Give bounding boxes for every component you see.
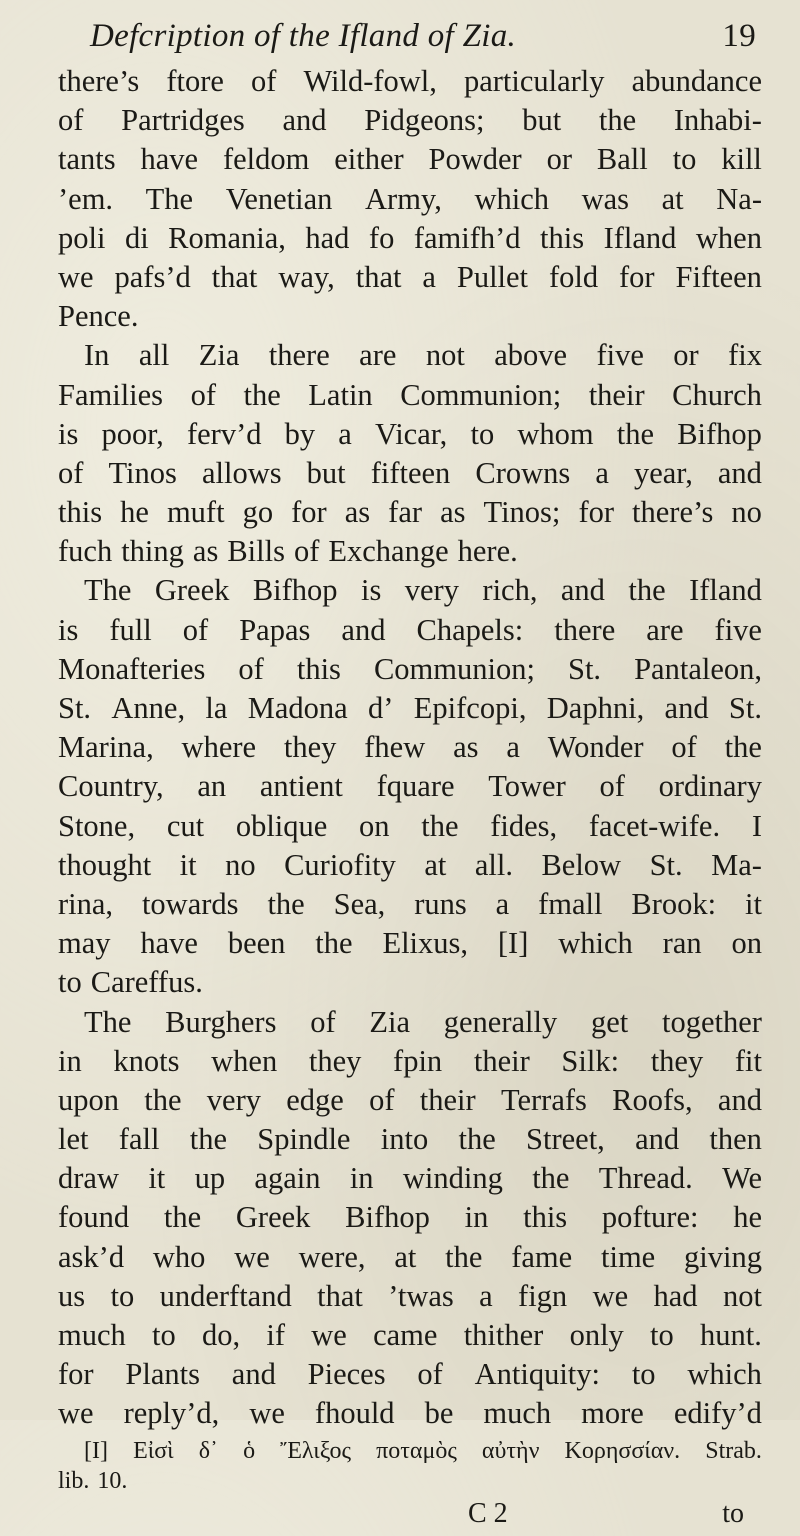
text-line: ask’d who we were, at the fame time giving <box>58 1239 762 1274</box>
text-line: this he muft go for as far as Tinos; for there’s no <box>58 495 762 530</box>
text-line: thought it no Curiofity at all. Below St. Ma- <box>58 847 762 882</box>
text-line: is full of Papas and Chapels: there are five <box>58 612 762 647</box>
text-line: we pafs’d that way, that a Pullet fold for Fifteen <box>58 259 762 294</box>
text-line: found the Greek Bifhop in this pofture: he <box>58 1200 762 1235</box>
footnote <box>58 1436 762 1496</box>
text-line: we reply’d, we fhould be much more edify’d <box>58 1396 762 1431</box>
text-line: In all Zia there are not above five or fix <box>84 338 762 373</box>
text-line: rina, towards the Sea, runs a fmall Brook: it <box>58 886 762 921</box>
signature-line <box>58 1496 762 1536</box>
text-line: to Careffus. <box>58 965 203 1000</box>
text-line: for Plants and Pieces of Antiquity: to which <box>58 1357 762 1392</box>
footnote-line: lib. 10. <box>58 1467 128 1494</box>
text-line: poli di Romania, had fo famifh’d this Ifland when <box>58 220 762 255</box>
text-line: Stone, cut oblique on the fides, facet-wife. I <box>58 808 762 843</box>
text-line: draw it up again in winding the Thread. We <box>58 1161 762 1196</box>
running-title: Defcription of the Ifland of Zia. <box>90 18 517 54</box>
text-line: in knots when they fpin their Silk: they fit <box>58 1043 762 1078</box>
body-text <box>58 62 762 1434</box>
text-line: Monafteries of this Communion; St. Pantaleon, <box>58 651 762 686</box>
footnote-line: [I] Εἰσὶ δ᾽ ὁ Ἔλιξος ποταμὸς αὐτὴν Κορησσίαν. Strab. <box>84 1437 762 1464</box>
catchword: to <box>722 1497 744 1529</box>
text-line: much to do, if we came thither only to hunt. <box>58 1318 762 1352</box>
text-line: Families of the Latin Communion; their Church <box>58 377 762 412</box>
text-line: is poor, ferv’d by a Vicar, to whom the Bifhop <box>58 416 762 451</box>
text-line: ’em. The Venetian Army, which was at Na- <box>58 181 762 216</box>
text-line: St. Anne, la Madona d’ Epifcopi, Daphni, and St. <box>58 691 762 725</box>
text-line: Country, an antient fquare Tower of ordinary <box>58 769 762 804</box>
text-line: The Burghers of Zia generally get together <box>84 1004 762 1039</box>
text-line: Marina, where they fhew as a Wonder of the <box>58 730 762 765</box>
signature-mark: C 2 <box>468 1497 508 1529</box>
page-number: 19 <box>722 18 756 54</box>
text-line: of Tinos allows but fifteen Crowns a year, and <box>58 455 762 490</box>
text-line: upon the very edge of their Terrafs Roofs, and <box>58 1082 762 1117</box>
text-line: Pence. <box>58 299 139 334</box>
text-line: let fall the Spindle into the Street, and then <box>58 1122 762 1157</box>
text-line: us to underftand that ’twas a fign we had not <box>58 1278 762 1313</box>
running-head <box>58 12 762 62</box>
text-line: may have been the Elixus, [I] which ran on <box>58 926 762 961</box>
text-line: fuch thing as Bills of Exchange here. <box>58 534 518 569</box>
text-line: of Partridges and Pidgeons; but the Inhabi- <box>58 103 762 138</box>
text-line: The Greek Bifhop is very rich, and the Ifland <box>84 573 762 608</box>
text-line: there’s ftore of Wild-fowl, particularly abundance <box>58 64 762 98</box>
text-line: tants have feldom either Powder or Ball to kill <box>58 142 762 177</box>
